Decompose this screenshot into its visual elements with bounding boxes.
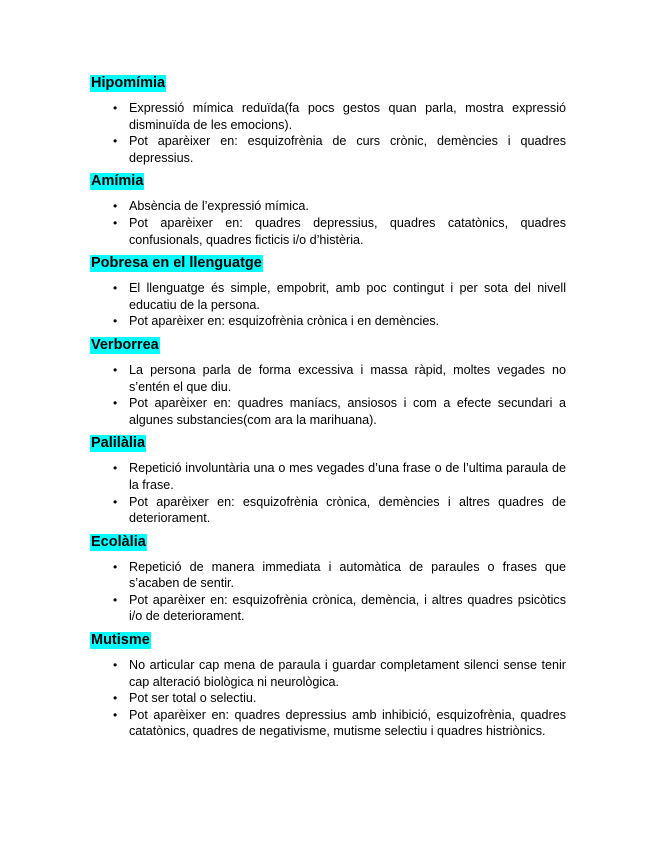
list-item (90, 215, 566, 248)
section-heading: Hipomímia (91, 75, 166, 91)
bullet-list (90, 198, 566, 248)
list-item (90, 362, 566, 395)
list-item-text: La persona parla de forma excessiva i massa ràpid, moltes vegades no s’entén el que diu. (129, 362, 566, 394)
section-heading: Verborrea (91, 336, 159, 353)
list-item-text: Pot aparèixer en: quadres maníacs, ansiosos i com a efecte secundari a algunes substancies(com ara la marihuana). (129, 396, 566, 427)
list-item (90, 100, 566, 133)
list-item-text: Pot aparèixer en: esquizofrènia crònica i en demències. (129, 314, 440, 329)
section-verborrea (90, 336, 566, 428)
bullet-list (90, 657, 566, 740)
bullet-icon: • (113, 691, 118, 706)
section-hipomimia (90, 74, 566, 166)
list-item (90, 494, 566, 527)
section-heading: Pobresa en el llenguatge (91, 255, 262, 272)
list-item-text: El llenguatge és simple, empobrit, amb poc contingut i per sota del nivell educatiu de la persona. (129, 281, 566, 312)
bullet-icon: • (113, 215, 118, 230)
bullet-icon: • (113, 461, 118, 476)
list-item (90, 133, 566, 166)
list-item-text: Pot aparèixer en: quadres depressius, quadres catatònics, quadres confusionals, quadres ficticis i/o d’histèria. (129, 215, 566, 247)
list-item-text: Absència de l’expressió mímica. (129, 199, 309, 214)
bullet-icon: • (113, 134, 118, 149)
list-item (90, 313, 566, 330)
bullet-list (90, 460, 566, 526)
section-ecolalia (90, 533, 566, 625)
list-item (90, 592, 566, 625)
bullet-list (90, 559, 566, 625)
document-page (90, 74, 566, 746)
list-item (90, 280, 566, 313)
list-item (90, 198, 566, 215)
bullet-icon: • (113, 199, 118, 214)
bullet-icon: • (113, 281, 118, 296)
list-item-text: Repetició de manera immediata i automàtica de paraules o frases que s’acaben de sentir. (129, 559, 566, 591)
section-palilalia (90, 434, 566, 526)
section-heading: Mutisme (91, 632, 150, 649)
section-amimia (90, 172, 566, 248)
bullet-icon: • (113, 396, 118, 411)
section-heading: Ecolàlia (91, 533, 146, 550)
bullet-list (90, 280, 566, 330)
section-pobresa-llenguatge (90, 254, 566, 330)
bullet-icon: • (113, 101, 118, 115)
list-item-text: Repetició involuntària una o mes vegades d’una frase o de l’ultima paraula de la frase. (129, 461, 566, 492)
section-mutisme (90, 631, 566, 740)
bullet-icon: • (113, 658, 118, 673)
list-item-text: Pot aparèixer en: quadres depressius amb inhibició, esquizofrènia, quadres catatònics, quadres de negativisme, mutisme selectiu i quadres histriònics. (129, 707, 566, 739)
section-heading: Amímia (91, 173, 144, 190)
list-item (90, 395, 566, 428)
bullet-icon: • (113, 592, 118, 607)
section-heading: Palilàlia (91, 435, 146, 452)
list-item-text: No articular cap mena de paraula i guardar completament silenci sense tenir cap alteració biològica ni neurològica. (129, 658, 566, 689)
bullet-icon: • (113, 707, 118, 722)
bullet-icon: • (113, 314, 118, 329)
list-item (90, 657, 566, 690)
bullet-list (90, 100, 566, 166)
list-item-text: Pot aparèixer en: esquizofrènia crònica, demència, i altres quadres psicòtics i/o de deteriorament. (129, 592, 566, 624)
list-item-text: Pot aparèixer en: esquizofrènia crònica, demències i altres quadres de deteriorament. (129, 494, 566, 526)
list-item-text: Pot ser total o selectiu. (129, 691, 257, 706)
list-item-text: Pot aparèixer en: esquizofrènia de curs crònic, demències i quadres depressius. (129, 134, 566, 165)
list-item (90, 707, 566, 740)
bullet-list (90, 362, 566, 428)
bullet-icon: • (113, 559, 118, 574)
list-item-text: Expressió mímica reduïda(fa pocs gestos quan parla, mostra expressió disminuïda de les emocions). (129, 101, 566, 132)
bullet-icon: • (113, 494, 118, 509)
list-item (90, 559, 566, 592)
bullet-icon: • (113, 362, 118, 377)
list-item (90, 460, 566, 493)
list-item (90, 690, 566, 707)
